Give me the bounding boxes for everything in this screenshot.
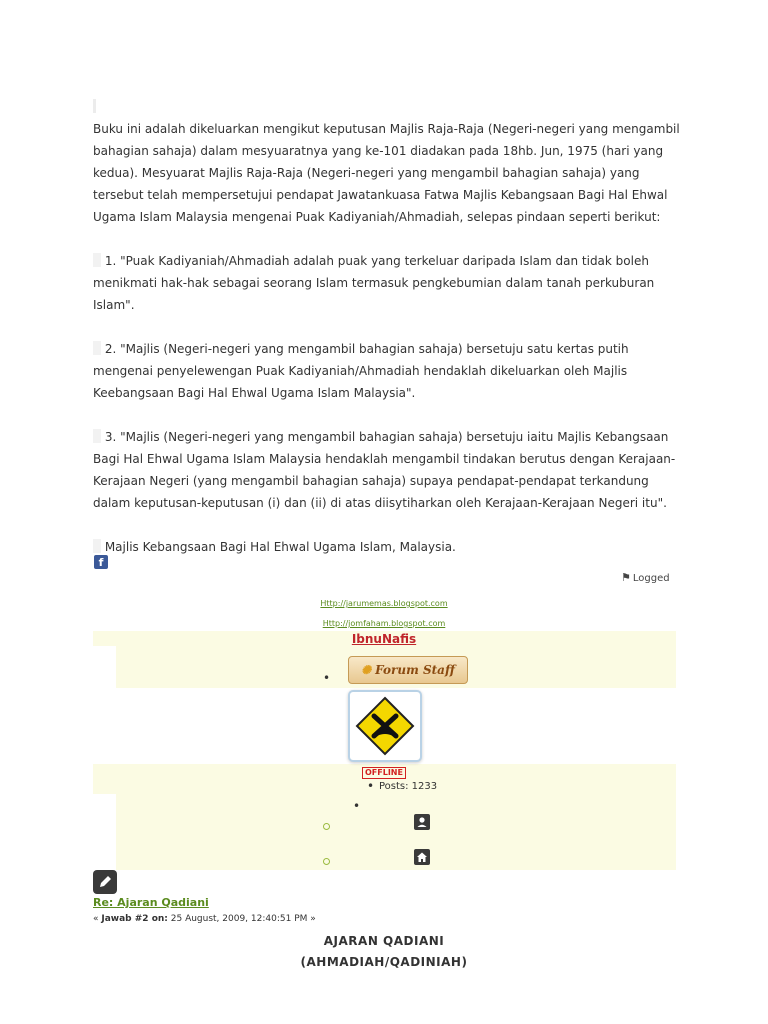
article-intro: Buku ini adalah dikeluarkan mengikut keputusan Majlis Raja-Raja (Negeri-negeri yang mengambil bahagian sahaja) dalam mesyuaratnya yang ke-101 diadakan pada 18hb. Jun, 1975 (hari yang kedua). Mesyuarat Majlis Raja-Raja (Negeri-negeri yang mengambil bahagian sahaja) yang tersebut telah mempersetujui pendapat Jawatankuasa Fatwa Majlis Kebangsaan Bagi Hal Ehwal Ugama Islam Malaysia mengenai Puak Kadiyaniah/Ahmadiah, selepas pindaan seperti berikut:: [93, 122, 680, 224]
article-point-1: 1. "Puak Kadiyaniah/Ahmadiah adalah puak yang terkeluar daripada Islam dan tidak boleh menikmati hak-hak sebagai seorang Islam termasuk pengkebumian dalam tanah perkuburan Islam".: [93, 254, 655, 312]
article-point-3: 3. "Majlis (Negeri-negeri yang mengambil bahagian sahaja) bersetuju iaitu Majlis Kebangsaan Bagi Hal Ehwal Ugama Islam Malaysia hendaklah mengambil tindakan berutus dengan Kerajaan-Kerajaan Negeri (yang mengambil bahagian sahaja) supaya pendapat-pendapat terkandung dalam keputusan-keputusan (i) dan (ii) di atas diisytiharkan oleh Kerajaan-Kerajaan Negeri itu".: [93, 430, 676, 510]
logged-indicator: [621, 571, 670, 584]
article-signoff: Majlis Kebangsaan Bagi Hal Ehwal Ugama Islam, Malaysia.: [93, 536, 683, 558]
decorative-marker: [93, 99, 96, 113]
forum-staff-badge: ✺ Forum Staff: [348, 656, 468, 684]
home-icon[interactable]: [414, 849, 430, 865]
reply-heading-1: AJARAN QADIANI: [323, 934, 445, 948]
signature-link-1[interactable]: Http://jarumemas.blogspot.com: [320, 599, 448, 608]
offline-status-badge: OFFLINE: [362, 767, 406, 779]
post-count: Posts: 1233: [379, 781, 438, 792]
reply-meta: « Jawab #2 on: 25 August, 2009, 12:40:51 PM »: [93, 914, 316, 924]
poster-name[interactable]: IbnuNafis: [351, 632, 417, 646]
profile-icon[interactable]: [414, 814, 430, 830]
quran-sign-icon: [350, 692, 420, 760]
list-circle: [323, 858, 330, 865]
list-bullet: •: [323, 671, 331, 685]
avatar: [348, 690, 422, 762]
article-body: [93, 118, 683, 558]
list-circle: [323, 823, 330, 830]
edit-pencil-icon[interactable]: [93, 870, 117, 894]
facebook-share-icon[interactable]: f: [94, 555, 108, 569]
list-bullet: •: [367, 779, 375, 793]
reply-heading-2: (AHMADIAH/QADINIAH): [300, 955, 468, 969]
poster-band-links: [116, 794, 676, 870]
list-bullet: •: [353, 799, 361, 813]
report-icon[interactable]: ⚑: [621, 571, 631, 584]
signature-link-2[interactable]: Http://jomfaham.blogspot.com: [322, 619, 446, 628]
article-point-2: 2. "Majlis (Negeri-negeri yang mengambil bahagian sahaja) bersetuju satu kertas putih mengenai penyelewengan Puak Kadiyaniah/Ahmadiah hendaklah dikeluarkan oleh Majlis Keebangsaan Bagi Hal Ehwal Ugama Islam Malaysia".: [93, 342, 629, 400]
reply-title-link[interactable]: Re: Ajaran Qadiani: [93, 896, 209, 909]
sun-icon: ✺: [361, 663, 372, 677]
logged-label: Logged: [632, 573, 670, 584]
